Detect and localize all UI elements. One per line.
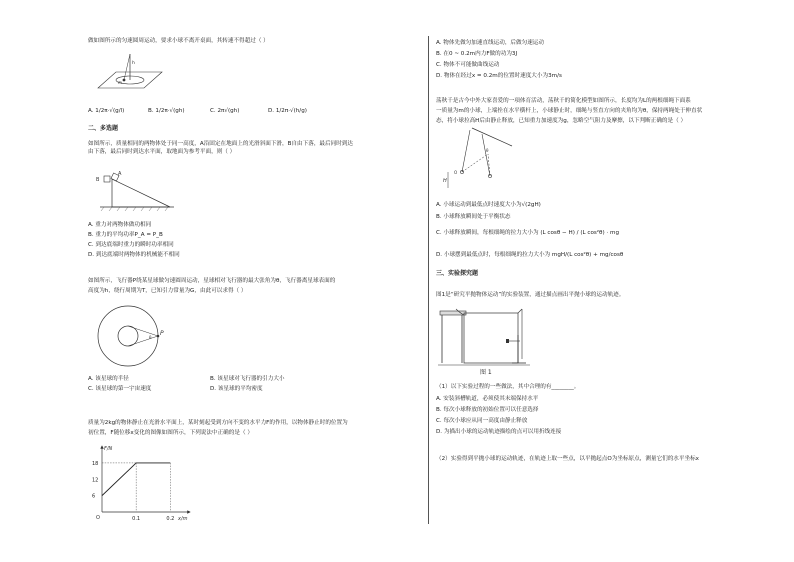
figure-caption: 图 1 xyxy=(480,369,492,376)
option-d: D. 到达底端时两物体的机械能不相同 xyxy=(88,252,180,258)
question-text: 初位置，F随位移x变化的图像如图所示，下列说法中正确的是（ ） xyxy=(88,430,253,436)
origin-label: O xyxy=(96,515,100,521)
y-axis-label: F/N xyxy=(104,446,113,452)
question-text: 做如图所示的匀速圆周运动，要求小球不离开桌面，其转速不得超过（ ） xyxy=(88,38,269,44)
question-text: 由下落，最后同时到达水平面，取地面为参考平面，则（ ） xyxy=(88,149,236,155)
x-tick-label: 0.1 xyxy=(132,516,141,522)
projectile-apparatus-figure xyxy=(438,305,558,377)
option-a: A. 重力对两物体做功相同 xyxy=(88,222,152,228)
left-column xyxy=(88,0,420,562)
option-b: B. 该星球对飞行器的引力大小 xyxy=(210,376,285,382)
question-text: 如图所示，飞行器P绕某星球做匀速圆周运动，星球相对飞行器的最大张角为θ，飞行器离星球表面的 xyxy=(88,278,336,284)
column-divider xyxy=(428,36,429,524)
svg-text:h: h xyxy=(132,61,135,66)
question-text: 如图所示，质量相同的两物体处于同一高度，A沿固定在地面上的光滑斜面下滑，B自由下落，最后同时到达 xyxy=(88,141,353,147)
section-heading: 二、多选题 xyxy=(88,125,119,132)
question-text: 质量为2kg的物体静止在光滑水平面上，某时刻起受到方向不变的水平力F的作用，以物体静止时的位置为 xyxy=(88,420,348,426)
question-text: 态，将小球拉高H后由静止释放，已知重力加速度为g，忽略空气阻力及摩擦，以下判断正确的是（ ） xyxy=(436,118,687,124)
option-d: D. 小球摆到最低点时，每根细绳的拉力大小为 mgH/(L cos²θ) + mg/cosθ xyxy=(436,252,624,258)
question-text: 图1是“研究平抛物体运动”的实验装置，通过描点画出平抛小球的运动轨迹。 xyxy=(436,292,625,298)
option-d: D. 物体在经过x = 0.2m的位置时速度大小为3m/s xyxy=(436,73,562,79)
option-b: B. 在0 ~ 0.2m内力F做的功为3J xyxy=(436,51,518,57)
option-d: D. 1/2π·√(h/g) xyxy=(268,108,307,114)
question-text: 高度为h，绕行周期为T，已知引力常量为G，由此可以求得（ ） xyxy=(88,288,247,294)
question-text: （2）实验得到平抛小球的运动轨迹，在轨迹上取一些点，以平抛起点O为坐标原点，测量它们的水平坐标x xyxy=(436,456,699,462)
question-text: 荡秋千是古今中外大家喜爱的一项体育活动，荡秋千的简化模型如图所示，长度均为L的两根细绳下面系 xyxy=(436,98,691,104)
option-c: C. 小球释放瞬间，每根细绳的拉力大小为 (L cosθ − H) / (L cos²θ) · mg xyxy=(436,230,619,236)
option-c: C. 该星球的第一宇宙速度 xyxy=(88,386,152,392)
option-c: C. 到达底端时重力的瞬时功率相同 xyxy=(88,242,174,248)
option-a: A. 该星球的半径 xyxy=(88,376,129,382)
option-a: A. 物体先做匀加速直线运动，后做匀速运动 xyxy=(436,40,544,46)
option-d: D. 为描出小球的运动轨迹描绘的点可以用折线连接 xyxy=(436,429,562,435)
option-c: C. 物体不可能做曲线运动 xyxy=(436,62,500,68)
turntable-figure xyxy=(94,48,166,104)
option-a: A. 安装斜槽轨道，必须使其末端保持水平 xyxy=(436,396,539,402)
question-text: 一质量为m的小球，上端拴在水平横杆上，小球静止时，细绳与竖直方向的夹角均为θ，保持两绳处于伸直状 xyxy=(436,108,703,114)
label-b: B xyxy=(96,177,100,183)
option-d: D. 该星球的平均密度 xyxy=(210,386,263,392)
option-a: A. 1/2π·√(g/l) xyxy=(88,108,125,114)
label-o: O xyxy=(454,170,458,175)
svg-text:m: m xyxy=(118,80,122,85)
label-theta: θ xyxy=(149,335,152,340)
option-c: C. 每次小球应从同一高度由静止释放 xyxy=(436,418,528,424)
label-a: A xyxy=(118,171,122,177)
label-theta: θ xyxy=(486,148,489,153)
option-b: B. 重力的平均功率P_A = P_B xyxy=(88,232,163,238)
x-tick-label: 0.2 xyxy=(166,516,175,522)
option-b: B. 1/2π·√(gh) xyxy=(148,108,185,114)
label-p: P xyxy=(160,330,164,337)
swing-figure xyxy=(442,124,514,196)
section-heading: 三、实验探究题 xyxy=(436,270,479,277)
force-displacement-chart xyxy=(88,440,200,526)
x-axis-label: x/m xyxy=(178,516,188,522)
option-a: A. 小球运动到最低点时速度大小为√(2gH) xyxy=(436,202,541,208)
y-tick-label: 18 xyxy=(92,460,99,467)
option-b: B. 每次小球释放的初始位置可以任意选择 xyxy=(436,407,539,413)
satellite-figure xyxy=(92,298,172,374)
option-c: C. 2π√(gh) xyxy=(210,108,240,114)
y-tick-label: 12 xyxy=(92,477,99,484)
y-tick-label: 6 xyxy=(92,493,96,500)
label-h: H xyxy=(443,178,447,184)
option-b: B. 小球释放瞬间处于平衡状态 xyxy=(436,214,511,220)
slope-figure xyxy=(90,165,176,213)
right-column xyxy=(436,0,736,562)
question-text: （1）以下实验过程的一些做法，其中合理的有________。 xyxy=(436,384,580,390)
